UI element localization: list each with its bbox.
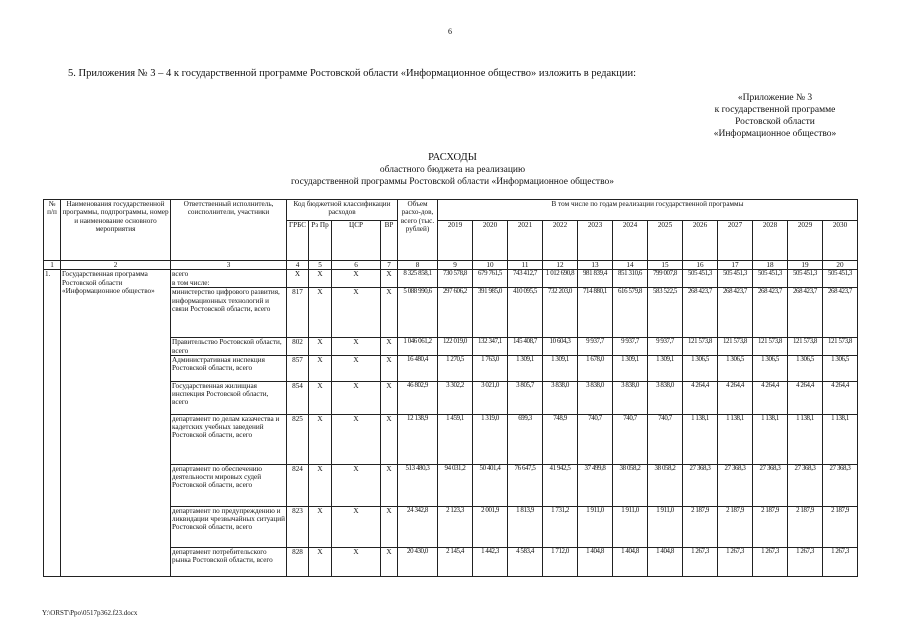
year-value-cell: 1 012 690,8 bbox=[543, 270, 578, 288]
rzpr-cell: X bbox=[309, 288, 332, 338]
expenses-table bbox=[43, 199, 858, 577]
column-number: 5 bbox=[309, 261, 332, 270]
year-value-cell: 121 573,8 bbox=[753, 338, 788, 356]
year-value-cell: 1 267,3 bbox=[788, 547, 823, 576]
rzpr-cell: X bbox=[309, 506, 332, 547]
grbs-cell: 817 bbox=[287, 288, 309, 338]
column-number: 10 bbox=[473, 261, 508, 270]
grbs-cell: 823 bbox=[287, 506, 309, 547]
rzpr-cell: X bbox=[309, 464, 332, 506]
column-number: 14 bbox=[613, 261, 648, 270]
vr-cell: X bbox=[381, 288, 398, 338]
annex-heading bbox=[702, 92, 848, 140]
vr-cell: X bbox=[381, 338, 398, 356]
grbs-cell: 828 bbox=[287, 547, 309, 576]
column-number: 1 bbox=[44, 261, 61, 270]
year-value-cell: 4 264,4 bbox=[718, 381, 753, 414]
year-value-cell: 505 451,3 bbox=[823, 270, 858, 288]
vr-cell: X bbox=[381, 414, 398, 464]
header-years-group: В том числе по годам реализации государственной программы bbox=[438, 200, 858, 221]
total-cell: 1 046 061,2 bbox=[398, 338, 438, 356]
year-value-cell: 1 267,3 bbox=[683, 547, 718, 576]
program-name: Государственная программа Ростовской области «Информационное общество» bbox=[61, 270, 171, 577]
document-title bbox=[270, 152, 635, 188]
column-number: 17 bbox=[718, 261, 753, 270]
year-value-cell: 1 309,1 bbox=[648, 355, 683, 381]
program-number: 1. bbox=[44, 270, 61, 577]
column-number: 19 bbox=[788, 261, 823, 270]
executor-cell: департамент по предупреждению и ликвидации чрезвычайных ситуаций Ростовской области, всего bbox=[171, 506, 287, 547]
year-value-cell: 1 267,3 bbox=[753, 547, 788, 576]
year-value-cell: 2 187,9 bbox=[788, 506, 823, 547]
year-value-cell: 2 187,9 bbox=[823, 506, 858, 547]
annex-line: к государственной программе bbox=[714, 105, 836, 115]
year-value-cell: 1 309,1 bbox=[613, 355, 648, 381]
rzpr-cell: X bbox=[309, 270, 332, 288]
year-value-cell: 740,7 bbox=[578, 414, 613, 464]
vr-cell: X bbox=[381, 547, 398, 576]
year-value-cell: 27 368,3 bbox=[753, 464, 788, 506]
annex-line: Ростовской области bbox=[735, 117, 815, 127]
year-value-cell: 27 368,3 bbox=[788, 464, 823, 506]
executor-cell: департамент по делам казачества и кадетских учебных заведений Ростовской области, всего bbox=[171, 414, 287, 464]
executor-cell: департамент по обеспечению деятельности мировых судей Ростовской области, всего bbox=[171, 464, 287, 506]
year-value-cell: 121 573,8 bbox=[823, 338, 858, 356]
annex-line: «Информационное общество» bbox=[713, 129, 837, 139]
grbs-cell: 857 bbox=[287, 355, 309, 381]
year-value-cell: 714 880,1 bbox=[578, 288, 613, 338]
year-value-cell: 1 404,8 bbox=[613, 547, 648, 576]
year-value-cell: 4 264,4 bbox=[753, 381, 788, 414]
year-value-cell: 3 302,2 bbox=[438, 381, 473, 414]
header-name: Наименования государственной программы, подпрограммы, номер и наименование основного мероприятия bbox=[61, 200, 171, 261]
csr-cell: X bbox=[332, 270, 381, 288]
year-value-cell: 41 942,5 bbox=[543, 464, 578, 506]
year-value-cell: 505 451,3 bbox=[718, 270, 753, 288]
year-value-cell: 410 095,5 bbox=[508, 288, 543, 338]
year-value-cell: 4 264,4 bbox=[788, 381, 823, 414]
csr-cell: X bbox=[332, 547, 381, 576]
total-cell: 24 342,8 bbox=[398, 506, 438, 547]
column-number: 2 bbox=[61, 261, 171, 270]
header-year: 2023 bbox=[578, 221, 613, 261]
vr-cell: X bbox=[381, 506, 398, 547]
year-value-cell: 4 264,4 bbox=[823, 381, 858, 414]
year-value-cell: 1 138,1 bbox=[753, 414, 788, 464]
total-cell: 16 480,4 bbox=[398, 355, 438, 381]
year-value-cell: 268 423,7 bbox=[683, 288, 718, 338]
header-year: 2025 bbox=[648, 221, 683, 261]
csr-cell: X bbox=[332, 464, 381, 506]
year-value-cell: 740,7 bbox=[613, 414, 648, 464]
year-value-cell: 505 451,3 bbox=[753, 270, 788, 288]
year-value-cell: 1 813,9 bbox=[508, 506, 543, 547]
header-year: 2021 bbox=[508, 221, 543, 261]
year-value-cell: 2 187,9 bbox=[683, 506, 718, 547]
title-line: областного бюджета на реализацию bbox=[379, 165, 526, 175]
header-csr: ЦСР bbox=[332, 221, 381, 261]
year-value-cell: 1 911,0 bbox=[613, 506, 648, 547]
grbs-cell: 824 bbox=[287, 464, 309, 506]
year-value-cell: 2 187,9 bbox=[753, 506, 788, 547]
year-value-cell: 2 187,9 bbox=[718, 506, 753, 547]
executor-cell: всего в том числе: bbox=[171, 270, 287, 288]
grbs-cell: 854 bbox=[287, 381, 309, 414]
year-value-cell: 121 573,8 bbox=[788, 338, 823, 356]
header-year: 2028 bbox=[753, 221, 788, 261]
year-value-cell: 1 459,1 bbox=[438, 414, 473, 464]
csr-cell: X bbox=[332, 381, 381, 414]
column-number: 18 bbox=[753, 261, 788, 270]
year-value-cell: 1 138,1 bbox=[683, 414, 718, 464]
year-value-cell: 1 763,0 bbox=[473, 355, 508, 381]
grbs-cell: X bbox=[287, 270, 309, 288]
header-rzpr: Рз Пр bbox=[309, 221, 332, 261]
grbs-cell: 825 bbox=[287, 414, 309, 464]
vr-cell: X bbox=[381, 270, 398, 288]
column-number: 4 bbox=[287, 261, 309, 270]
intro-text: 5. Приложения № 3 – 4 к государственной программе Ростовской области «Информационное общество» изложить в редакции: bbox=[68, 68, 636, 79]
year-value-cell: 94 031,2 bbox=[438, 464, 473, 506]
header-year: 2030 bbox=[823, 221, 858, 261]
header-year: 2024 bbox=[613, 221, 648, 261]
header-num: № п/п bbox=[44, 200, 61, 261]
header-volume: Объем расхо-дов, всего (тыс. рублей) bbox=[398, 200, 438, 261]
year-value-cell: 1 319,0 bbox=[473, 414, 508, 464]
year-value-cell: 1 309,1 bbox=[543, 355, 578, 381]
year-value-cell: 1 678,0 bbox=[578, 355, 613, 381]
year-value-cell: 1 138,1 bbox=[823, 414, 858, 464]
year-value-cell: 1 306,5 bbox=[718, 355, 753, 381]
rzpr-cell: X bbox=[309, 338, 332, 356]
year-value-cell: 1 911,0 bbox=[578, 506, 613, 547]
rzpr-cell: X bbox=[309, 381, 332, 414]
year-value-cell: 1 404,8 bbox=[578, 547, 613, 576]
year-value-cell: 27 368,3 bbox=[683, 464, 718, 506]
year-value-cell: 145 408,7 bbox=[508, 338, 543, 356]
year-value-cell: 3 838,0 bbox=[543, 381, 578, 414]
header-year: 2026 bbox=[683, 221, 718, 261]
header-executor: Ответственный исполнитель, соисполнители, участники bbox=[171, 200, 287, 261]
year-value-cell: 505 451,3 bbox=[683, 270, 718, 288]
vr-cell: X bbox=[381, 464, 398, 506]
year-value-cell: 1 911,0 bbox=[648, 506, 683, 547]
header-year: 2020 bbox=[473, 221, 508, 261]
rzpr-cell: X bbox=[309, 414, 332, 464]
header-year: 2019 bbox=[438, 221, 473, 261]
executor-cell: министерство цифрового развития, информационных технологий и связи Ростовской области, всего bbox=[171, 288, 287, 338]
vr-cell: X bbox=[381, 381, 398, 414]
column-number: 13 bbox=[578, 261, 613, 270]
year-value-cell: 1 267,3 bbox=[718, 547, 753, 576]
csr-cell: X bbox=[332, 288, 381, 338]
year-value-cell: 10 604,3 bbox=[543, 338, 578, 356]
csr-cell: X bbox=[332, 338, 381, 356]
rzpr-cell: X bbox=[309, 355, 332, 381]
year-value-cell: 3 838,0 bbox=[578, 381, 613, 414]
year-value-cell: 9 937,7 bbox=[613, 338, 648, 356]
year-value-cell: 1 306,5 bbox=[823, 355, 858, 381]
year-value-cell: 679 761,5 bbox=[473, 270, 508, 288]
year-value-cell: 1 306,5 bbox=[753, 355, 788, 381]
year-value-cell: 268 423,7 bbox=[823, 288, 858, 338]
year-value-cell: 699,3 bbox=[508, 414, 543, 464]
header-grbs: ГРБС bbox=[287, 221, 309, 261]
year-value-cell: 2 123,3 bbox=[438, 506, 473, 547]
year-value-cell: 1 138,1 bbox=[788, 414, 823, 464]
year-value-cell: 9 937,7 bbox=[578, 338, 613, 356]
expenses-table-wrapper bbox=[43, 199, 858, 577]
year-value-cell: 1 309,1 bbox=[508, 355, 543, 381]
executor-cell: Правительство Ростовской области, всего bbox=[171, 338, 287, 356]
total-cell: 513 480,3 bbox=[398, 464, 438, 506]
year-value-cell: 1 306,5 bbox=[788, 355, 823, 381]
year-value-cell: 505 451,3 bbox=[788, 270, 823, 288]
year-value-cell: 3 021,0 bbox=[473, 381, 508, 414]
title-line: РАСХОДЫ bbox=[428, 152, 477, 163]
year-value-cell: 583 522,5 bbox=[648, 288, 683, 338]
year-value-cell: 732 203,0 bbox=[543, 288, 578, 338]
column-number: 20 bbox=[823, 261, 858, 270]
year-value-cell: 4 583,4 bbox=[508, 547, 543, 576]
year-value-cell: 1 442,3 bbox=[473, 547, 508, 576]
rzpr-cell: X bbox=[309, 547, 332, 576]
total-cell: 46 802,9 bbox=[398, 381, 438, 414]
column-number: 3 bbox=[171, 261, 287, 270]
year-value-cell: 76 647,5 bbox=[508, 464, 543, 506]
column-number: 16 bbox=[683, 261, 718, 270]
year-value-cell: 38 058,2 bbox=[613, 464, 648, 506]
csr-cell: X bbox=[332, 355, 381, 381]
year-value-cell: 799 007,8 bbox=[648, 270, 683, 288]
year-value-cell: 1 267,3 bbox=[823, 547, 858, 576]
total-cell: 8 325 858,1 bbox=[398, 270, 438, 288]
column-number: 7 bbox=[381, 261, 398, 270]
year-value-cell: 391 985,0 bbox=[473, 288, 508, 338]
file-path-footer: Y:\ORST\Ppo\0517p362.f23.docx bbox=[42, 609, 138, 617]
year-value-cell: 38 058,2 bbox=[648, 464, 683, 506]
csr-cell: X bbox=[332, 506, 381, 547]
year-value-cell: 1 306,5 bbox=[683, 355, 718, 381]
year-value-cell: 740,7 bbox=[648, 414, 683, 464]
header-year: 2029 bbox=[788, 221, 823, 261]
year-value-cell: 2 145,4 bbox=[438, 547, 473, 576]
year-value-cell: 3 838,0 bbox=[613, 381, 648, 414]
total-cell: 20 430,0 bbox=[398, 547, 438, 576]
year-value-cell: 4 264,4 bbox=[683, 381, 718, 414]
total-cell: 12 138,9 bbox=[398, 414, 438, 464]
column-number: 8 bbox=[398, 261, 438, 270]
year-value-cell: 122 019,0 bbox=[438, 338, 473, 356]
year-value-cell: 748,9 bbox=[543, 414, 578, 464]
year-value-cell: 268 423,7 bbox=[788, 288, 823, 338]
year-value-cell: 743 412,7 bbox=[508, 270, 543, 288]
year-value-cell: 1 138,1 bbox=[718, 414, 753, 464]
header-vr: ВР bbox=[381, 221, 398, 261]
year-value-cell: 37 499,8 bbox=[578, 464, 613, 506]
year-value-cell: 1 270,5 bbox=[438, 355, 473, 381]
total-cell: 5 088 990,6 bbox=[398, 288, 438, 338]
year-value-cell: 616 579,8 bbox=[613, 288, 648, 338]
vr-cell: X bbox=[381, 355, 398, 381]
year-value-cell: 1 712,0 bbox=[543, 547, 578, 576]
header-budget-code: Код бюджетной классификации расходов bbox=[287, 200, 398, 221]
grbs-cell: 802 bbox=[287, 338, 309, 356]
page-number: 6 bbox=[448, 27, 452, 36]
year-value-cell: 3 805,7 bbox=[508, 381, 543, 414]
year-value-cell: 27 368,3 bbox=[823, 464, 858, 506]
year-value-cell: 9 937,7 bbox=[648, 338, 683, 356]
column-number: 12 bbox=[543, 261, 578, 270]
year-value-cell: 1 731,2 bbox=[543, 506, 578, 547]
title-line: государственной программы Ростовской области «Информационное общество» bbox=[290, 177, 614, 187]
year-value-cell: 121 573,8 bbox=[683, 338, 718, 356]
year-value-cell: 121 573,8 bbox=[718, 338, 753, 356]
year-value-cell: 730 578,8 bbox=[438, 270, 473, 288]
column-number: 6 bbox=[332, 261, 381, 270]
annex-line: «Приложение № 3 bbox=[737, 93, 813, 103]
year-value-cell: 981 839,4 bbox=[578, 270, 613, 288]
year-value-cell: 297 606,2 bbox=[438, 288, 473, 338]
year-value-cell: 268 423,7 bbox=[753, 288, 788, 338]
header-year: 2027 bbox=[718, 221, 753, 261]
year-value-cell: 27 368,3 bbox=[718, 464, 753, 506]
year-value-cell: 132 347,1 bbox=[473, 338, 508, 356]
csr-cell: X bbox=[332, 414, 381, 464]
year-value-cell: 1 404,8 bbox=[648, 547, 683, 576]
year-value-cell: 268 423,7 bbox=[718, 288, 753, 338]
header-year: 2022 bbox=[543, 221, 578, 261]
year-value-cell: 851 310,6 bbox=[613, 270, 648, 288]
executor-cell: Административная инспекция Ростовской области, всего bbox=[171, 355, 287, 381]
year-value-cell: 2 001,9 bbox=[473, 506, 508, 547]
year-value-cell: 50 401,4 bbox=[473, 464, 508, 506]
year-value-cell: 3 838,0 bbox=[648, 381, 683, 414]
executor-cell: Государственная жилищная инспекция Ростовской области, всего bbox=[171, 381, 287, 414]
column-number: 11 bbox=[508, 261, 543, 270]
table-row bbox=[44, 270, 858, 288]
executor-cell: департамент потребительского рынка Ростовской области, всего bbox=[171, 547, 287, 576]
column-number: 9 bbox=[438, 261, 473, 270]
column-number: 15 bbox=[648, 261, 683, 270]
